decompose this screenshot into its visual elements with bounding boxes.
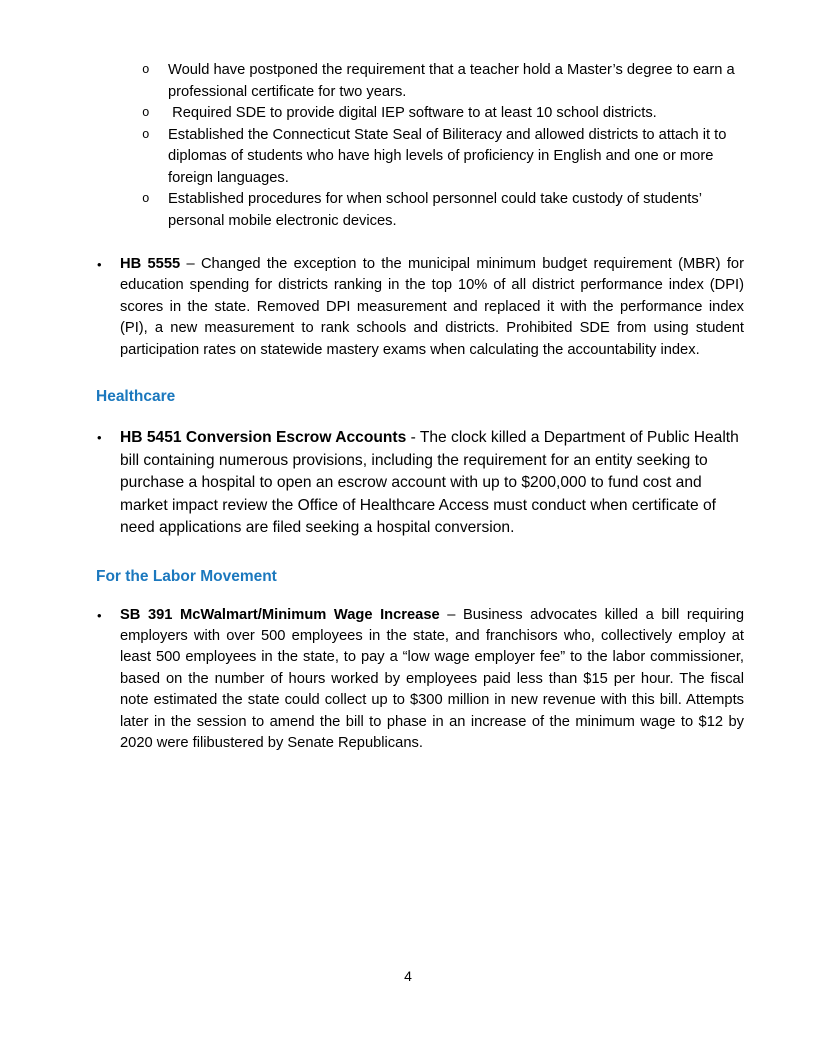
bill-name-hb5555: HB 5555 xyxy=(120,256,181,272)
sub-bullet-list xyxy=(96,60,744,232)
sub-bullet-text: Established the Connecticut State Seal of Biliteracy and allowed districts to attach it to diplomas of students who have high levels of proficiency in English and one or more foreign languages. xyxy=(168,126,731,186)
bullet-hb5555 xyxy=(96,254,744,361)
circle-bullet-marker: o xyxy=(142,127,150,142)
bullet-marker: • xyxy=(97,430,102,446)
bill-name-hb5451: HB 5451 Conversion Escrow Accounts xyxy=(120,429,407,447)
sub-bullet-item xyxy=(96,189,744,232)
sub-bullet-item xyxy=(96,125,744,190)
bullet-sb391 xyxy=(96,605,744,755)
sub-bullet-item xyxy=(96,103,744,125)
bill-text-sb391: – Business advocates killed a bill requiring employers with over 500 employees in the state, and franchisors who, collectively employ at least 500 employees in the state, to pay a “low wage employer fee” to the labor commissioner, based on the number of hours worked by employees paid less than $15 per hour. The fiscal note estimated the state could collect up to $300 million in new revenue with this bill. Attempts later in the session to amend the bill to phase in an increase of the minimum wage to $12 by 2020 were filibustered by Senate Republicans. xyxy=(120,606,744,751)
sub-bullet-item xyxy=(96,60,744,103)
circle-bullet-marker: o xyxy=(142,63,150,77)
section-heading-labor: For the Labor Movement xyxy=(96,567,277,585)
section-heading-healthcare: Healthcare xyxy=(96,388,176,406)
bill-name-sb391: SB 391 McWalmart/Minimum Wage Increase xyxy=(120,606,440,623)
sub-bullet-text: Required SDE to provide digital IEP software to at least 10 school districts. xyxy=(168,105,657,121)
bill-text-hb5555: – Changed the exception to the municipal minimum budget requirement (MBR) for education spending for districts ranking in the top 10% of all district performance index (DPI) scores in the state. Removed DPI measurement and replaced it with the performance index (PI), a new measurement to rank schools and districts. Prohibited SDE from using student participation rates on statewide mastery exams when calculating the accountability index. xyxy=(120,256,744,358)
bullet-marker: • xyxy=(97,607,102,623)
bullet-hb5451 xyxy=(96,427,744,540)
bullet-marker: • xyxy=(97,257,102,272)
circle-bullet-marker: o xyxy=(142,106,150,120)
sub-bullet-text: Would have postponed the requirement that a teacher hold a Master’s degree to earn a professional certificate for two years. xyxy=(168,62,739,100)
circle-bullet-marker: o xyxy=(142,192,150,206)
bill-text-hb5451: - The clock killed a Department of Public Health bill containing numerous provisions, including the requirement for an entity seeking to purchase a hospital to open an escrow account with up to $200,000 to fund cost and market impact review the Office of Healthcare Access must conduct when certificate of need applications are filed seeking a hospital conversion. xyxy=(120,429,739,537)
page-content xyxy=(96,60,744,754)
sub-bullet-text: Established procedures for when school personnel could take custody of students’ personal mobile electronic devices. xyxy=(168,191,706,229)
page-number: 4 xyxy=(404,968,412,984)
